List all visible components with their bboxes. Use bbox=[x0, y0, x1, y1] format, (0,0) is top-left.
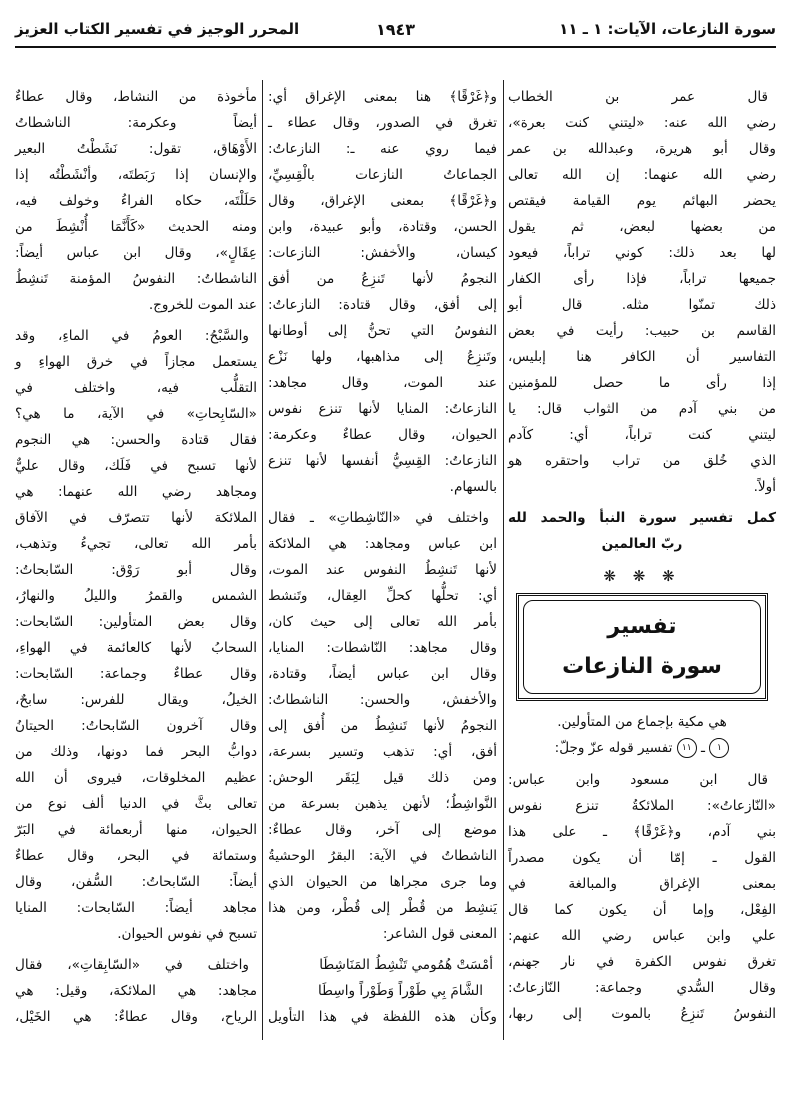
text-line: النَّواشِطُ؛ لأنهن يذهبن بسرعة من bbox=[268, 796, 497, 812]
text-line: وقال بعض المتأولين: السّابحات: bbox=[15, 614, 257, 630]
text-line: ومجاهد رضي الله عنهما: هي bbox=[15, 484, 257, 500]
paragraph bbox=[268, 505, 497, 947]
text-line: لأنها تسبح في فَلَك، وقال عليٌّ bbox=[15, 458, 257, 474]
text-line: الحسن، وقتادة، وأبو عبيدة، وابن bbox=[268, 219, 497, 235]
text-line: عند الموت، وقال مجاهد: bbox=[268, 375, 497, 391]
text-line: بأمر الله تعالى إلى حيث كان، bbox=[268, 614, 497, 630]
text-line: ومنه الحديث «كَأَنَّمَا أُنْشِطَ من bbox=[15, 219, 257, 235]
text-line: عند الموت للخروج. bbox=[148, 297, 257, 313]
text-line: وتَنزِعُ إلى مذاهبها، ولها نَزْع bbox=[268, 349, 497, 365]
text-line: الفِعْل، وإما أن يكون كما قال bbox=[508, 902, 776, 918]
text-line: النفوسُ التي تحنُّ إلى أوطانها bbox=[268, 323, 497, 339]
text-line: قال ابن مسعود وابن عباس: bbox=[508, 772, 768, 788]
text-line: والسَّبْحُ: العومُ في الماءِ، وقد bbox=[15, 328, 249, 344]
text-line: النجومُ لأنها تَنشِطُ من أُفق إلى bbox=[268, 718, 497, 734]
text-line: حَلَلْتَه، حكاه الفراءُ وخولف فيه، bbox=[15, 193, 257, 209]
text-line: والأخفش، والحسن: الناشطاتُ: bbox=[268, 692, 497, 708]
text-line: عِقَالٍ»، وقال ابن عباس أيضاً: bbox=[15, 245, 257, 261]
paragraph bbox=[508, 767, 776, 1027]
text-line: تعالى بثَّ في الدنيا ألف نوع من bbox=[15, 796, 257, 812]
text-line: وقال عطاءٌ وجماعة: السّابحات: bbox=[15, 666, 257, 682]
surah-intro: هي مكية بإجماع من المتأولين. bbox=[557, 714, 727, 730]
text-line: رضي الله عنهما: إن الله تعالى bbox=[508, 167, 776, 183]
text-line: النفوسُ تَنزِعُ بالموت إلى ربها، bbox=[508, 1006, 776, 1022]
poetry-verse bbox=[268, 952, 497, 1004]
text-line: الرياح، وقال عطاءٌ: هي الخَيْل، bbox=[15, 1009, 257, 1025]
text-line: رضي الله عنه: «ليتني كنت بعرة»، bbox=[508, 115, 776, 131]
text-line: وقال ابن عباس أيضاً، وقتادة، bbox=[268, 666, 497, 682]
text-line: دوابُّ البحر فما دونها، وذلك من bbox=[15, 744, 257, 760]
text-line: السحابُ لأنها كالعائمة في الهواءِ، bbox=[15, 640, 257, 656]
section-separator-stars: ❋ ❋ ❋ bbox=[603, 567, 681, 585]
text-line: الذي خُلق من تراب واحتقره هو bbox=[508, 453, 776, 469]
text-line: النازعاتُ: المنايا لأنها تنزع نفوس bbox=[268, 401, 497, 417]
text-line: إلى أفق، وقال قتادة: النازعاتُ: bbox=[268, 297, 497, 313]
text-line: و﴿غَرْقًا﴾ بمعنى الإغراق، وقال bbox=[268, 193, 497, 209]
text-line: الحيوان، منها أربعمائة في البَرّ bbox=[15, 822, 257, 838]
surah-title-line: سورة النازعات bbox=[562, 654, 722, 679]
text-line: وقال مجاهد: النّاشطات: المنايا، bbox=[268, 640, 497, 656]
paragraph bbox=[508, 84, 776, 500]
text-line: أولاً. bbox=[753, 479, 776, 495]
surah-title-line: تفسير bbox=[607, 614, 677, 639]
paragraph bbox=[268, 1004, 497, 1030]
text-line: بأمر الله تعالى، تجيءُ وتذهب، bbox=[15, 536, 257, 552]
text-line: مجاهد: هي الملائكة، وقيل: هي bbox=[15, 983, 257, 999]
column-divider bbox=[262, 80, 263, 1040]
text-line: الخيلُ، ويقال للفرس: سابحٌ، bbox=[15, 692, 257, 708]
text-line: الحيوان، وقال عطاءٌ وعكرمة: bbox=[268, 427, 497, 443]
text-line: ربّ العالمين bbox=[601, 536, 683, 552]
text-line: ذلك تمنّوا مثله. قال أبو bbox=[508, 297, 776, 313]
text-line: موضع إلى آخر، وقال عطاءٌ: bbox=[268, 822, 497, 838]
text-line: «السّابِحاتِ» في الآية، ما هي؟ bbox=[15, 406, 257, 422]
text-line: كمل تفسير سورة النبأ والحمد لله bbox=[508, 510, 776, 526]
text-line: بمعنى الإغراق والمبالغة في bbox=[508, 876, 776, 892]
poetry-line: أمْسَتْ هُمُومي تَنْشِطُ المَنَاشِطَا bbox=[319, 957, 493, 973]
page-number: ١٩٤٣ bbox=[375, 20, 416, 39]
running-header bbox=[15, 14, 776, 48]
text-line: وما جرى مجراها من الحيوان الذي bbox=[268, 874, 497, 890]
surah-closing-note bbox=[508, 505, 776, 557]
verse-heading: ١ ـ ١١ تفسير قوله عزّ وجلّ: bbox=[508, 735, 776, 761]
text-line: واختلف في «النّاشِطاتِ» ـ فقال bbox=[268, 510, 489, 526]
column-right bbox=[508, 84, 776, 1032]
text-line: الشمس والقمرُ والليلُ والنهارُ، bbox=[15, 588, 257, 604]
column-middle bbox=[268, 84, 497, 1035]
text-line: القاسم بن حبيب: رأيت في بعض bbox=[508, 323, 776, 339]
poetry-line: الشَّامَ بِي طَوْراً وَطَوْراً واسِطَا bbox=[318, 983, 483, 999]
text-line: تسبح في نفوس الحيوان. bbox=[117, 926, 257, 942]
text-line: بني آدم، و﴿غَرْقًا﴾ ـ على هذا bbox=[508, 824, 776, 840]
verse-number-to-icon: ١١ bbox=[677, 738, 697, 758]
text-line: المعنى قول الشاعر: bbox=[382, 926, 497, 942]
text-line: مجاهد أيضاً: السّابحات: المنايا bbox=[15, 900, 257, 916]
paragraph bbox=[268, 84, 497, 500]
text-line: لها بعد ذلك: كوني تراباً، فيعود bbox=[508, 245, 776, 261]
text-line: و﴿غَرْقًا﴾ هنا بمعنى الإغراق أي: bbox=[268, 89, 497, 105]
text-line: قال عمر بن الخطاب bbox=[508, 89, 768, 105]
text-line: القول ـ إمّا أن يكون مصدراً bbox=[508, 850, 776, 866]
text-line: الناشطاتُ: النفوسُ المؤمنة تَنشِطُ bbox=[15, 271, 257, 287]
text-line: بالسهام. bbox=[449, 479, 497, 495]
text-line: «النّازعاتُ»: الملائكةُ تنزع نفوس bbox=[508, 798, 776, 814]
text-line: تغرق في الصدور، وقال عطاء ـ bbox=[268, 115, 497, 131]
text-line: وقال آخرون السّابحاتُ: الحيتانُ bbox=[15, 718, 257, 734]
text-line: إذا رأى ما حصل للمؤمنين bbox=[508, 375, 776, 391]
text-line: وستمائة في البحر، وقال عطاءٌ bbox=[15, 848, 257, 864]
book-title: المحرر الوجيز في تفسير الكتاب العزيز bbox=[15, 20, 300, 38]
text-line: لأنها تَنشِطُ النفوس عند الموت، bbox=[268, 562, 497, 578]
text-line: يَنشِط من قُطْر إلى قُطْر، ومن هذا bbox=[268, 900, 497, 916]
verse-heading-text: تفسير قوله عزّ وجلّ: bbox=[554, 740, 673, 756]
paragraph bbox=[15, 84, 257, 318]
text-line: الناشطاتُ في الآية: البقرُ الوحشيةُ bbox=[268, 848, 497, 864]
text-line: النجومُ لأنها تَنزِعُ من أفق bbox=[268, 271, 497, 287]
text-line: وقال أبو هريرة، وعبدالله بن عمر bbox=[508, 141, 776, 157]
text-line: من بعضها لبعض، ثم يقول bbox=[508, 219, 776, 235]
text-line: علي وابن عباس رضي الله عنهم: bbox=[508, 928, 776, 944]
text-line: والإنسان إذا رَبَطتَه، وأنْشَطْتُه إذا bbox=[15, 167, 257, 183]
text-line: ومن ذلك قيل لِبَقَر الوحش: bbox=[268, 770, 497, 786]
surah-title-box bbox=[516, 593, 768, 701]
text-line: الأَوْهَاق، تقول: نَشَطْتُ البعير bbox=[15, 141, 257, 157]
surah-title-frame bbox=[523, 600, 761, 694]
column-left bbox=[15, 84, 257, 1035]
text-line: كيسان، والأخفش: النازعات: bbox=[268, 245, 497, 261]
text-line: التقلُّب فيه، واختلف في bbox=[15, 380, 257, 396]
text-line: مأخوذة من النشاط، وقال عطاءٌ bbox=[15, 89, 257, 105]
text-line: فقال قتادة والحسن: هي النجوم bbox=[15, 432, 257, 448]
text-line: عظيم المخلوقات، فيروى أن الله bbox=[15, 770, 257, 786]
text-line: أيضاً وعكرمة: الناشطاتُ bbox=[15, 115, 257, 131]
verse-number-from-icon: ١ bbox=[709, 738, 729, 758]
text-line: تغرق نفوس الكفرة في نار جهنم، bbox=[508, 954, 776, 970]
paragraph bbox=[15, 323, 257, 947]
text-line: وقال أبو رَوْق: السّابحاتُ: bbox=[15, 562, 257, 578]
text-line: يستعمل مجازاً في خرق الهواءِ و bbox=[15, 354, 257, 370]
text-line: وكأن هذه اللفظة في هذا التأويل bbox=[268, 1009, 497, 1025]
text-line: النازعاتُ: القِسِيُّ أنفسها لأنها تنزع bbox=[268, 453, 497, 469]
text-line: واختلف في «السّابِقاتِ»، فقال bbox=[15, 957, 249, 973]
text-line: أيضاً: السّابحاتُ: السُّفن، وقال bbox=[15, 874, 257, 890]
text-line: من بني آدم من الثواب قال: يا bbox=[508, 401, 776, 417]
text-line: الملائكة لأنها تتصرّف في الآفاق bbox=[15, 510, 257, 526]
text-line: أفق، أي: تذهب وتسير بسرعة، bbox=[268, 744, 497, 760]
text-line: الجماعاتُ النازعات بالْقِسِيِّ، bbox=[268, 167, 497, 183]
text-line: فيما روي عنه ـ: النازعاتُ: bbox=[268, 141, 497, 157]
paragraph bbox=[15, 952, 257, 1030]
text-line: ابن عباس ومجاهد: هي الملائكة bbox=[268, 536, 497, 552]
surah-verse-range: سورة النازعات، الآيات: ١ ـ ١١ bbox=[559, 20, 776, 38]
text-line: أي: تحلُّها كحلِّ العِقال، وتَنشط bbox=[268, 588, 497, 604]
text-line: ليتني كنت تراباً، أي: كآدم bbox=[508, 427, 776, 443]
text-line: يحضر البهائم يوم القيامة فيقتص bbox=[508, 193, 776, 209]
text-line: جميعها تراباً، فإذا رأى الكفار bbox=[508, 271, 776, 287]
text-line: وقال السُّدي وجماعة: النّازعاتُ: bbox=[508, 980, 776, 996]
column-divider bbox=[503, 80, 504, 1040]
text-line: التفاسير أن الكافر هنا إبليس، bbox=[508, 349, 776, 365]
